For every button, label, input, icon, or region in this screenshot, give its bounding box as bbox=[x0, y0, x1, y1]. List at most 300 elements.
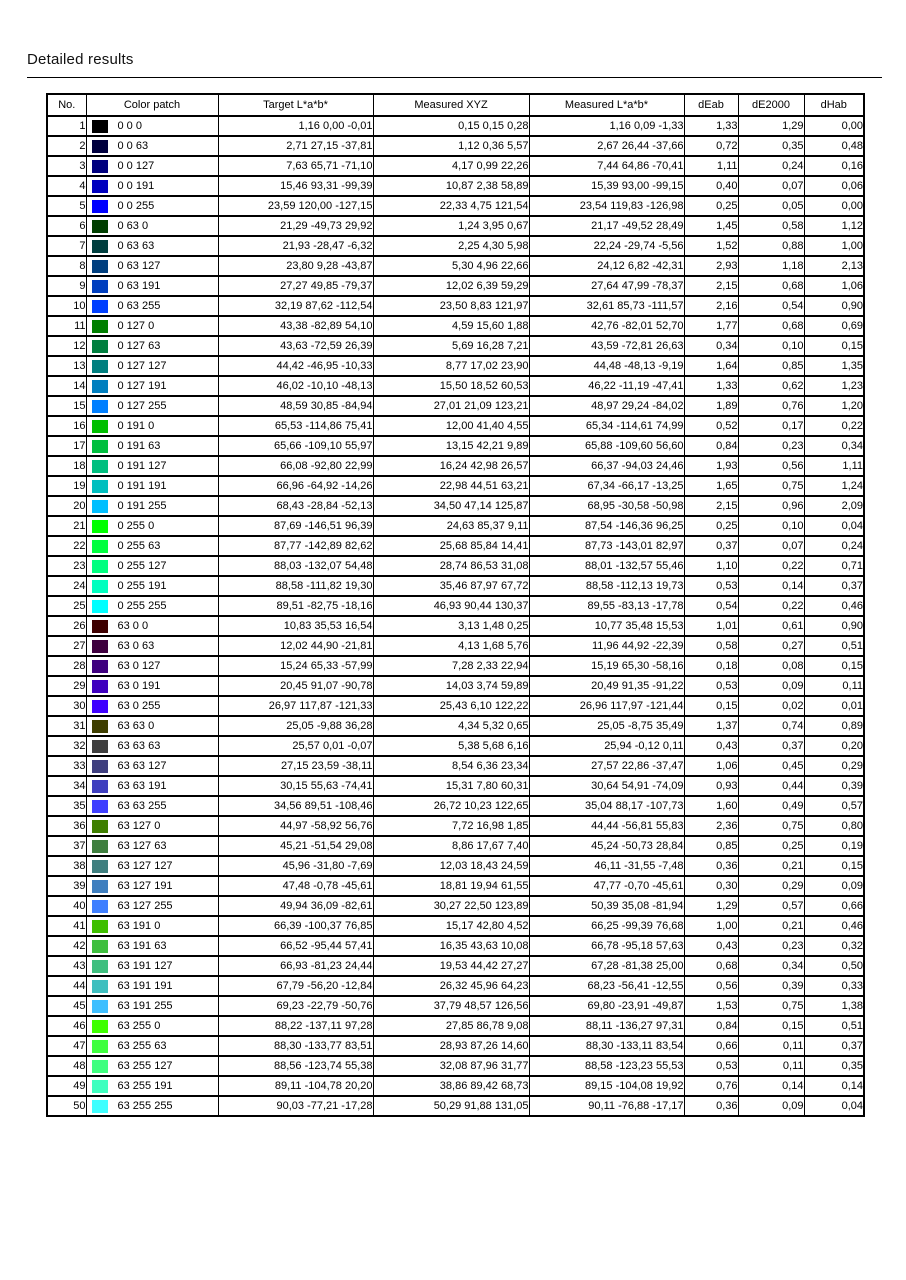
row-number: 25 bbox=[47, 596, 86, 616]
measured-lab-value: 67,28 -81,38 25,00 bbox=[529, 956, 684, 976]
color-swatch bbox=[92, 660, 108, 673]
de2000-value: 0,07 bbox=[738, 536, 804, 556]
deab-value: 0,56 bbox=[684, 976, 738, 996]
measured-lab-value: 88,11 -136,27 97,31 bbox=[529, 1016, 684, 1036]
color-patch-inner bbox=[87, 177, 218, 195]
de2000-value: 0,10 bbox=[738, 516, 804, 536]
deab-value: 0,40 bbox=[684, 176, 738, 196]
de2000-value: 0,76 bbox=[738, 396, 804, 416]
de2000-value: 0,17 bbox=[738, 416, 804, 436]
measured-xyz-value: 18,81 19,94 61,55 bbox=[373, 876, 529, 896]
color-patch-cell bbox=[86, 296, 218, 316]
row-number: 45 bbox=[47, 996, 86, 1016]
dhab-value: 0,15 bbox=[804, 656, 864, 676]
color-patch-inner bbox=[87, 357, 218, 375]
page-title: Detailed results bbox=[27, 51, 134, 68]
measured-xyz-value: 23,50 8,83 121,97 bbox=[373, 296, 529, 316]
table-row bbox=[47, 376, 864, 396]
color-patch-label: 0 255 63 bbox=[117, 540, 161, 552]
color-patch-inner bbox=[87, 117, 218, 135]
table-row bbox=[47, 1096, 864, 1116]
measured-xyz-value: 15,50 18,52 60,53 bbox=[373, 376, 529, 396]
table-row bbox=[47, 676, 864, 696]
de2000-value: 0,54 bbox=[738, 296, 804, 316]
color-patch-inner bbox=[87, 677, 218, 695]
measured-xyz-value: 0,15 0,15 0,28 bbox=[373, 116, 529, 136]
row-number: 2 bbox=[47, 136, 86, 156]
deab-value: 2,36 bbox=[684, 816, 738, 836]
color-patch-label: 0 0 191 bbox=[117, 180, 155, 192]
de2000-value: 0,61 bbox=[738, 616, 804, 636]
measured-xyz-value: 26,32 45,96 64,23 bbox=[373, 976, 529, 996]
color-patch-cell bbox=[86, 996, 218, 1016]
dhab-value: 0,57 bbox=[804, 796, 864, 816]
deab-value: 0,15 bbox=[684, 696, 738, 716]
target-lab-value: 66,96 -64,92 -14,26 bbox=[218, 476, 373, 496]
color-patch-label: 63 0 255 bbox=[117, 700, 161, 712]
row-number: 9 bbox=[47, 276, 86, 296]
de2000-value: 0,58 bbox=[738, 216, 804, 236]
target-lab-value: 88,58 -111,82 19,30 bbox=[218, 576, 373, 596]
de2000-value: 0,68 bbox=[738, 316, 804, 336]
row-number: 40 bbox=[47, 896, 86, 916]
de2000-value: 1,29 bbox=[738, 116, 804, 136]
color-swatch bbox=[92, 160, 108, 173]
dhab-value: 0,04 bbox=[804, 516, 864, 536]
color-patch-inner bbox=[87, 637, 218, 655]
dhab-value: 1,12 bbox=[804, 216, 864, 236]
table-row bbox=[47, 436, 864, 456]
deab-value: 1,93 bbox=[684, 456, 738, 476]
target-lab-value: 12,02 44,90 -21,81 bbox=[218, 636, 373, 656]
dhab-value: 1,20 bbox=[804, 396, 864, 416]
column-header-measured-xyz: Measured XYZ bbox=[373, 94, 529, 116]
dhab-value: 0,37 bbox=[804, 576, 864, 596]
color-patch-cell bbox=[86, 536, 218, 556]
dhab-value: 2,09 bbox=[804, 496, 864, 516]
target-lab-value: 66,39 -100,37 76,85 bbox=[218, 916, 373, 936]
column-header-color-patch: Color patch bbox=[86, 94, 218, 116]
row-number: 33 bbox=[47, 756, 86, 776]
color-swatch bbox=[92, 1000, 108, 1013]
color-swatch bbox=[92, 240, 108, 253]
row-number: 44 bbox=[47, 976, 86, 996]
target-lab-value: 25,05 -9,88 36,28 bbox=[218, 716, 373, 736]
deab-value: 0,53 bbox=[684, 1056, 738, 1076]
measured-lab-value: 45,24 -50,73 28,84 bbox=[529, 836, 684, 856]
table-row bbox=[47, 256, 864, 276]
color-patch-label: 0 191 63 bbox=[117, 440, 161, 452]
target-lab-value: 65,66 -109,10 55,97 bbox=[218, 436, 373, 456]
color-patch-label: 63 0 127 bbox=[117, 660, 161, 672]
color-patch-cell bbox=[86, 236, 218, 256]
color-patch-inner bbox=[87, 977, 218, 995]
table-row bbox=[47, 176, 864, 196]
measured-lab-value: 46,22 -11,19 -47,41 bbox=[529, 376, 684, 396]
measured-xyz-value: 27,85 86,78 9,08 bbox=[373, 1016, 529, 1036]
dhab-value: 2,13 bbox=[804, 256, 864, 276]
color-patch-cell bbox=[86, 1056, 218, 1076]
measured-lab-value: 66,25 -99,39 76,68 bbox=[529, 916, 684, 936]
color-patch-inner bbox=[87, 957, 218, 975]
table-row bbox=[47, 236, 864, 256]
deab-value: 0,43 bbox=[684, 736, 738, 756]
color-swatch bbox=[92, 500, 108, 513]
measured-xyz-value: 24,63 85,37 9,11 bbox=[373, 516, 529, 536]
column-header-target-lab: Target L*a*b* bbox=[218, 94, 373, 116]
de2000-value: 0,14 bbox=[738, 576, 804, 596]
dhab-value: 1,24 bbox=[804, 476, 864, 496]
color-swatch bbox=[92, 620, 108, 633]
de2000-value: 0,07 bbox=[738, 176, 804, 196]
deab-value: 1,53 bbox=[684, 996, 738, 1016]
de2000-value: 0,14 bbox=[738, 1076, 804, 1096]
measured-xyz-value: 4,59 15,60 1,88 bbox=[373, 316, 529, 336]
row-number: 16 bbox=[47, 416, 86, 436]
color-patch-inner bbox=[87, 397, 218, 415]
row-number: 23 bbox=[47, 556, 86, 576]
de2000-value: 0,21 bbox=[738, 916, 804, 936]
color-patch-inner bbox=[87, 217, 218, 235]
deab-value: 1,33 bbox=[684, 116, 738, 136]
de2000-value: 0,75 bbox=[738, 996, 804, 1016]
measured-lab-value: 89,55 -83,13 -17,78 bbox=[529, 596, 684, 616]
color-swatch bbox=[92, 920, 108, 933]
color-swatch bbox=[92, 300, 108, 313]
color-swatch bbox=[92, 120, 108, 133]
measured-lab-value: 30,64 54,91 -74,09 bbox=[529, 776, 684, 796]
target-lab-value: 1,16 0,00 -0,01 bbox=[218, 116, 373, 136]
color-patch-cell bbox=[86, 636, 218, 656]
de2000-value: 0,96 bbox=[738, 496, 804, 516]
measured-xyz-value: 12,00 41,40 4,55 bbox=[373, 416, 529, 436]
color-patch-cell bbox=[86, 756, 218, 776]
color-patch-label: 63 127 191 bbox=[117, 880, 173, 892]
measured-lab-value: 43,59 -72,81 26,63 bbox=[529, 336, 684, 356]
de2000-value: 0,10 bbox=[738, 336, 804, 356]
color-swatch bbox=[92, 440, 108, 453]
row-number: 13 bbox=[47, 356, 86, 376]
color-patch-label: 63 127 0 bbox=[117, 820, 161, 832]
target-lab-value: 66,08 -92,80 22,99 bbox=[218, 456, 373, 476]
color-patch-cell bbox=[86, 256, 218, 276]
color-swatch bbox=[92, 680, 108, 693]
color-patch-cell bbox=[86, 776, 218, 796]
de2000-value: 0,29 bbox=[738, 876, 804, 896]
measured-lab-value: 42,76 -82,01 52,70 bbox=[529, 316, 684, 336]
measured-lab-value: 23,54 119,83 -126,98 bbox=[529, 196, 684, 216]
color-patch-inner bbox=[87, 197, 218, 215]
color-swatch bbox=[92, 720, 108, 733]
target-lab-value: 88,56 -123,74 55,38 bbox=[218, 1056, 373, 1076]
deab-value: 0,58 bbox=[684, 636, 738, 656]
measured-lab-value: 68,95 -30,58 -50,98 bbox=[529, 496, 684, 516]
measured-lab-value: 88,30 -133,11 83,54 bbox=[529, 1036, 684, 1056]
color-patch-label: 0 63 0 bbox=[117, 220, 149, 232]
color-swatch bbox=[92, 400, 108, 413]
table-row bbox=[47, 656, 864, 676]
row-number: 28 bbox=[47, 656, 86, 676]
color-swatch bbox=[92, 640, 108, 653]
color-patch-inner bbox=[87, 517, 218, 535]
table-row bbox=[47, 536, 864, 556]
measured-lab-value: 27,57 22,86 -37,47 bbox=[529, 756, 684, 776]
color-patch-label: 0 255 255 bbox=[117, 600, 167, 612]
de2000-value: 0,85 bbox=[738, 356, 804, 376]
measured-lab-value: 35,04 88,17 -107,73 bbox=[529, 796, 684, 816]
measured-lab-value: 88,01 -132,57 55,46 bbox=[529, 556, 684, 576]
color-swatch bbox=[92, 600, 108, 613]
color-patch-label: 63 191 127 bbox=[117, 960, 173, 972]
measured-lab-value: 20,49 91,35 -91,22 bbox=[529, 676, 684, 696]
column-header-de2000: dE2000 bbox=[738, 94, 804, 116]
measured-lab-value: 25,05 -8,75 35,49 bbox=[529, 716, 684, 736]
target-lab-value: 89,11 -104,78 20,20 bbox=[218, 1076, 373, 1096]
dhab-value: 0,48 bbox=[804, 136, 864, 156]
color-patch-label: 63 63 0 bbox=[117, 720, 155, 732]
deab-value: 2,15 bbox=[684, 496, 738, 516]
color-patch-label: 0 255 191 bbox=[117, 580, 167, 592]
measured-lab-value: 50,39 35,08 -81,94 bbox=[529, 896, 684, 916]
de2000-value: 0,15 bbox=[738, 1016, 804, 1036]
color-patch-cell bbox=[86, 336, 218, 356]
color-patch-label: 63 0 63 bbox=[117, 640, 155, 652]
color-patch-inner bbox=[87, 897, 218, 915]
target-lab-value: 89,51 -82,75 -18,16 bbox=[218, 596, 373, 616]
measured-lab-value: 66,37 -94,03 24,46 bbox=[529, 456, 684, 476]
target-lab-value: 66,52 -95,44 57,41 bbox=[218, 936, 373, 956]
color-patch-label: 63 0 0 bbox=[117, 620, 149, 632]
color-swatch bbox=[92, 800, 108, 813]
color-patch-inner bbox=[87, 617, 218, 635]
measured-lab-value: 32,61 85,73 -111,57 bbox=[529, 296, 684, 316]
color-patch-inner bbox=[87, 437, 218, 455]
target-lab-value: 68,43 -28,84 -52,13 bbox=[218, 496, 373, 516]
dhab-value: 0,51 bbox=[804, 636, 864, 656]
measured-xyz-value: 38,86 89,42 68,73 bbox=[373, 1076, 529, 1096]
table-row bbox=[47, 336, 864, 356]
measured-xyz-value: 19,53 44,42 27,27 bbox=[373, 956, 529, 976]
deab-value: 0,43 bbox=[684, 936, 738, 956]
de2000-value: 0,22 bbox=[738, 556, 804, 576]
deab-value: 0,52 bbox=[684, 416, 738, 436]
row-number: 20 bbox=[47, 496, 86, 516]
table-row bbox=[47, 276, 864, 296]
color-patch-label: 63 255 0 bbox=[117, 1020, 161, 1032]
dhab-value: 0,22 bbox=[804, 416, 864, 436]
row-number: 3 bbox=[47, 156, 86, 176]
measured-xyz-value: 8,86 17,67 7,40 bbox=[373, 836, 529, 856]
color-patch-label: 63 127 255 bbox=[117, 900, 173, 912]
de2000-value: 0,23 bbox=[738, 436, 804, 456]
table-body bbox=[47, 116, 864, 1116]
color-patch-label: 63 127 127 bbox=[117, 860, 173, 872]
measured-xyz-value: 25,68 85,84 14,41 bbox=[373, 536, 529, 556]
table-row bbox=[47, 976, 864, 996]
table-row bbox=[47, 476, 864, 496]
color-patch-inner bbox=[87, 497, 218, 515]
color-patch-cell bbox=[86, 316, 218, 336]
dhab-value: 0,51 bbox=[804, 1016, 864, 1036]
dhab-value: 0,24 bbox=[804, 536, 864, 556]
measured-xyz-value: 12,02 6,39 59,29 bbox=[373, 276, 529, 296]
color-patch-label: 63 191 63 bbox=[117, 940, 167, 952]
color-patch-inner bbox=[87, 297, 218, 315]
table-row bbox=[47, 1016, 864, 1036]
dhab-value: 0,90 bbox=[804, 296, 864, 316]
color-swatch bbox=[92, 1100, 108, 1113]
row-number: 30 bbox=[47, 696, 86, 716]
color-patch-cell bbox=[86, 936, 218, 956]
row-number: 41 bbox=[47, 916, 86, 936]
color-patch-inner bbox=[87, 997, 218, 1015]
target-lab-value: 23,80 9,28 -43,87 bbox=[218, 256, 373, 276]
measured-lab-value: 22,24 -29,74 -5,56 bbox=[529, 236, 684, 256]
table-header-row bbox=[47, 94, 864, 116]
color-patch-inner bbox=[87, 857, 218, 875]
measured-xyz-value: 2,25 4,30 5,98 bbox=[373, 236, 529, 256]
color-patch-inner bbox=[87, 377, 218, 395]
deab-value: 0,76 bbox=[684, 1076, 738, 1096]
de2000-value: 0,75 bbox=[738, 476, 804, 496]
target-lab-value: 45,21 -51,54 29,08 bbox=[218, 836, 373, 856]
color-patch-cell bbox=[86, 196, 218, 216]
color-patch-cell bbox=[86, 156, 218, 176]
measured-lab-value: 66,78 -95,18 57,63 bbox=[529, 936, 684, 956]
color-patch-cell bbox=[86, 376, 218, 396]
de2000-value: 0,05 bbox=[738, 196, 804, 216]
deab-value: 0,93 bbox=[684, 776, 738, 796]
measured-lab-value: 48,97 29,24 -84,02 bbox=[529, 396, 684, 416]
de2000-value: 0,23 bbox=[738, 936, 804, 956]
color-swatch bbox=[92, 480, 108, 493]
measured-lab-value: 15,39 93,00 -99,15 bbox=[529, 176, 684, 196]
target-lab-value: 88,22 -137,11 97,28 bbox=[218, 1016, 373, 1036]
column-header-measured-lab: Measured L*a*b* bbox=[529, 94, 684, 116]
row-number: 37 bbox=[47, 836, 86, 856]
color-patch-cell bbox=[86, 516, 218, 536]
measured-lab-value: 2,67 26,44 -37,66 bbox=[529, 136, 684, 156]
column-header-no: No. bbox=[47, 94, 86, 116]
color-patch-label: 0 191 0 bbox=[117, 420, 155, 432]
measured-xyz-value: 13,15 42,21 9,89 bbox=[373, 436, 529, 456]
row-number: 49 bbox=[47, 1076, 86, 1096]
measured-xyz-value: 3,13 1,48 0,25 bbox=[373, 616, 529, 636]
measured-xyz-value: 25,43 6,10 122,22 bbox=[373, 696, 529, 716]
row-number: 31 bbox=[47, 716, 86, 736]
table-row bbox=[47, 516, 864, 536]
color-patch-cell bbox=[86, 136, 218, 156]
color-patch-cell bbox=[86, 416, 218, 436]
dhab-value: 0,46 bbox=[804, 916, 864, 936]
color-swatch bbox=[92, 360, 108, 373]
target-lab-value: 65,53 -114,86 75,41 bbox=[218, 416, 373, 436]
color-swatch bbox=[92, 540, 108, 553]
color-patch-inner bbox=[87, 737, 218, 755]
color-patch-label: 0 191 191 bbox=[117, 480, 167, 492]
dhab-value: 0,39 bbox=[804, 776, 864, 796]
table-row bbox=[47, 196, 864, 216]
color-swatch bbox=[92, 140, 108, 153]
table-row bbox=[47, 316, 864, 336]
column-header-deab: dEab bbox=[684, 94, 738, 116]
color-patch-cell bbox=[86, 616, 218, 636]
color-patch-inner bbox=[87, 417, 218, 435]
target-lab-value: 25,57 0,01 -0,07 bbox=[218, 736, 373, 756]
measured-xyz-value: 7,72 16,98 1,85 bbox=[373, 816, 529, 836]
color-patch-label: 0 127 0 bbox=[117, 320, 155, 332]
color-patch-cell bbox=[86, 116, 218, 136]
color-swatch bbox=[92, 980, 108, 993]
de2000-value: 0,09 bbox=[738, 676, 804, 696]
color-patch-inner bbox=[87, 777, 218, 795]
color-patch-label: 63 127 63 bbox=[117, 840, 167, 852]
target-lab-value: 21,93 -28,47 -6,32 bbox=[218, 236, 373, 256]
table-row bbox=[47, 996, 864, 1016]
color-swatch bbox=[92, 420, 108, 433]
color-patch-label: 0 63 127 bbox=[117, 260, 161, 272]
dhab-value: 0,16 bbox=[804, 156, 864, 176]
target-lab-value: 43,38 -82,89 54,10 bbox=[218, 316, 373, 336]
row-number: 21 bbox=[47, 516, 86, 536]
dhab-value: 0,09 bbox=[804, 876, 864, 896]
target-lab-value: 26,97 117,87 -121,33 bbox=[218, 696, 373, 716]
color-patch-label: 63 255 255 bbox=[117, 1100, 173, 1112]
color-patch-inner bbox=[87, 1017, 218, 1035]
dhab-value: 0,34 bbox=[804, 436, 864, 456]
dhab-value: 0,06 bbox=[804, 176, 864, 196]
color-patch-label: 0 0 127 bbox=[117, 160, 155, 172]
dhab-value: 0,33 bbox=[804, 976, 864, 996]
color-patch-inner bbox=[87, 537, 218, 555]
color-swatch bbox=[92, 860, 108, 873]
color-patch-cell bbox=[86, 456, 218, 476]
deab-value: 1,89 bbox=[684, 396, 738, 416]
table-row bbox=[47, 896, 864, 916]
deab-value: 1,06 bbox=[684, 756, 738, 776]
dhab-value: 0,15 bbox=[804, 856, 864, 876]
target-lab-value: 43,63 -72,59 26,39 bbox=[218, 336, 373, 356]
color-patch-cell bbox=[86, 796, 218, 816]
measured-xyz-value: 1,12 0,36 5,57 bbox=[373, 136, 529, 156]
color-swatch bbox=[92, 200, 108, 213]
color-patch-label: 63 255 191 bbox=[117, 1080, 173, 1092]
table-row bbox=[47, 916, 864, 936]
table-row bbox=[47, 576, 864, 596]
measured-lab-value: 11,96 44,92 -22,39 bbox=[529, 636, 684, 656]
color-patch-cell bbox=[86, 956, 218, 976]
deab-value: 1,60 bbox=[684, 796, 738, 816]
deab-value: 1,10 bbox=[684, 556, 738, 576]
target-lab-value: 27,27 49,85 -79,37 bbox=[218, 276, 373, 296]
title-block bbox=[27, 51, 882, 78]
measured-lab-value: 7,44 64,86 -70,41 bbox=[529, 156, 684, 176]
de2000-value: 0,09 bbox=[738, 1096, 804, 1116]
target-lab-value: 87,77 -142,89 82,62 bbox=[218, 536, 373, 556]
color-patch-cell bbox=[86, 696, 218, 716]
target-lab-value: 46,02 -10,10 -48,13 bbox=[218, 376, 373, 396]
dhab-value: 0,35 bbox=[804, 1056, 864, 1076]
color-swatch bbox=[92, 460, 108, 473]
color-patch-cell bbox=[86, 876, 218, 896]
color-patch-label: 63 0 191 bbox=[117, 680, 161, 692]
row-number: 27 bbox=[47, 636, 86, 656]
color-patch-inner bbox=[87, 797, 218, 815]
color-patch-inner bbox=[87, 817, 218, 835]
measured-xyz-value: 15,17 42,80 4,52 bbox=[373, 916, 529, 936]
color-patch-label: 0 0 255 bbox=[117, 200, 155, 212]
color-patch-label: 63 191 255 bbox=[117, 1000, 173, 1012]
